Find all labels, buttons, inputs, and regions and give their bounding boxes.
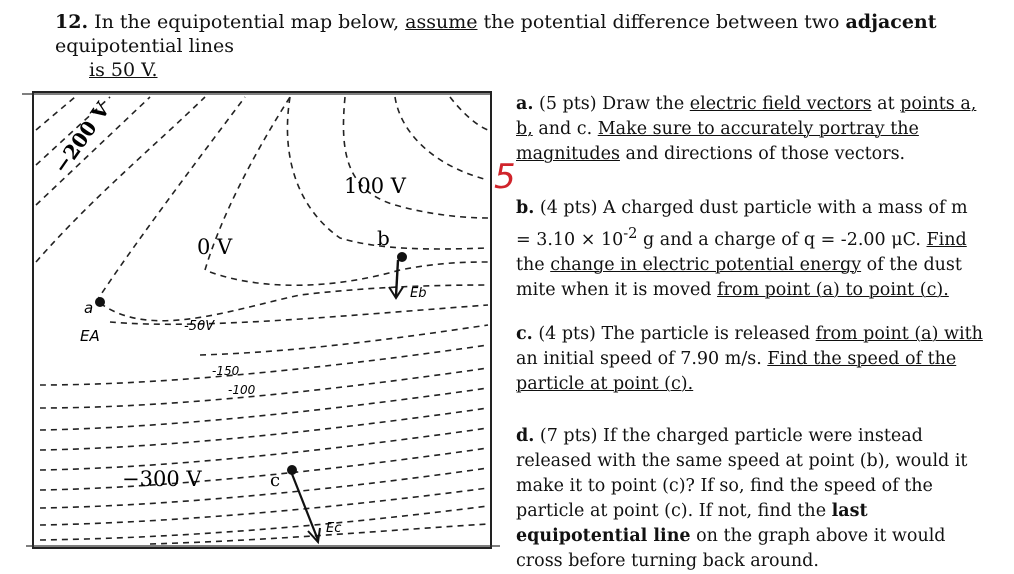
question-c xyxy=(516,322,986,397)
question-d-label: d. xyxy=(516,426,535,446)
equipotential-line xyxy=(40,448,488,490)
equipotential-line xyxy=(40,345,488,385)
equipotential-line xyxy=(395,97,488,180)
question-b-text2: m = 3.10 × 10 xyxy=(516,198,968,250)
hand-ea: EA xyxy=(80,327,100,345)
question-b-find: Find xyxy=(926,229,967,250)
label-minus-300-v: −300 V xyxy=(122,467,202,491)
question-b-from: from point (a) to point (c). xyxy=(717,279,949,300)
question-d-bold: last equipotential line xyxy=(516,501,868,546)
equipotential-line xyxy=(450,97,488,130)
hand-minus-50: -50V xyxy=(184,319,215,334)
map-frame xyxy=(33,92,491,548)
question-c-at: particle at point (c). xyxy=(516,374,694,394)
header-assume: assume xyxy=(405,11,478,33)
equipotential-line xyxy=(40,368,488,408)
question-c-text2: an initial speed of 7.90 m/s. xyxy=(516,349,768,369)
header-text-1: In the equipotential map below, xyxy=(94,11,406,33)
question-b-change: change in electric potential energy xyxy=(550,254,862,275)
point-a-dot xyxy=(95,297,105,307)
equipotential-line xyxy=(36,97,75,130)
equipotential-line xyxy=(200,325,488,355)
grade-mark: 5 xyxy=(494,157,516,197)
header-text-2: the potential difference between two xyxy=(477,11,846,33)
header-line-2: is 50 V. xyxy=(89,59,158,81)
question-c-text1: (4 pts) The particle is released xyxy=(532,324,816,344)
question-c-find: Find the speed of the xyxy=(767,349,957,369)
question-a-pts: (5 pts) xyxy=(533,94,603,114)
field-vector-b xyxy=(396,260,398,296)
question-b-text4: of the dust mite when it is moved xyxy=(516,254,962,300)
field-vector-c xyxy=(292,474,318,540)
question-a-draw: Draw the xyxy=(602,94,690,114)
question-a-rest1: and c. xyxy=(532,119,598,139)
question-a-at: at xyxy=(871,94,901,114)
question-a-make: Make sure to accurately portray the magnitudes xyxy=(516,119,919,164)
hand-eb: Eb xyxy=(410,286,427,301)
question-a-points: points a, b, xyxy=(516,94,977,139)
question-c-label: c. xyxy=(516,324,533,344)
point-c-dot xyxy=(287,465,297,475)
question-d-text2: on the graph above it would cross before turning back around. xyxy=(516,526,946,571)
question-b-the: the xyxy=(516,254,551,275)
question-a xyxy=(516,92,986,167)
point-b-label: b xyxy=(377,226,390,250)
question-d xyxy=(516,424,986,574)
equipotential-line xyxy=(100,285,488,321)
equipotential-line xyxy=(40,388,488,430)
question-a-rest2: and directions of those vectors. xyxy=(619,144,906,164)
question-b-exp: -2 xyxy=(623,225,638,242)
label-100-v: 100 V xyxy=(344,174,406,198)
label-0-v: 0 V xyxy=(197,235,233,259)
point-a-label: a xyxy=(84,299,94,317)
header-text-3: equipotential lines xyxy=(55,35,234,57)
label-minus-200-v: −200 V xyxy=(48,97,115,178)
problem-number: 12. xyxy=(55,11,89,33)
equipotential-line xyxy=(36,97,205,262)
question-c-from: from point (a) with xyxy=(815,324,983,344)
header-adjacent: adjacent xyxy=(845,11,937,33)
question-b xyxy=(516,196,986,303)
equipotential-line xyxy=(210,262,488,285)
question-b-text1: (4 pts) A charged dust particle with a mass of xyxy=(534,198,951,218)
equipotential-line xyxy=(40,428,488,470)
point-c-label: c xyxy=(270,470,281,491)
equipotential-line xyxy=(40,408,488,450)
hand-minus-100: -100 xyxy=(228,383,256,397)
hand-minus-150: -150 xyxy=(212,364,240,378)
hand-ec: Ec xyxy=(326,521,342,536)
question-a-efv: electric field vectors xyxy=(689,94,872,114)
question-a-label: a. xyxy=(516,94,534,114)
equipotential-lines xyxy=(36,97,488,544)
question-d-text1: (7 pts) If the charged particle were instead released with the same speed at point (b), would it make it to point (c)? If so, find the speed of the particle at point (c). If not, find the xyxy=(516,426,968,521)
question-b-label: b. xyxy=(516,198,535,218)
question-b-text3: g and a charge of q = -2.00 μC. xyxy=(637,229,927,250)
